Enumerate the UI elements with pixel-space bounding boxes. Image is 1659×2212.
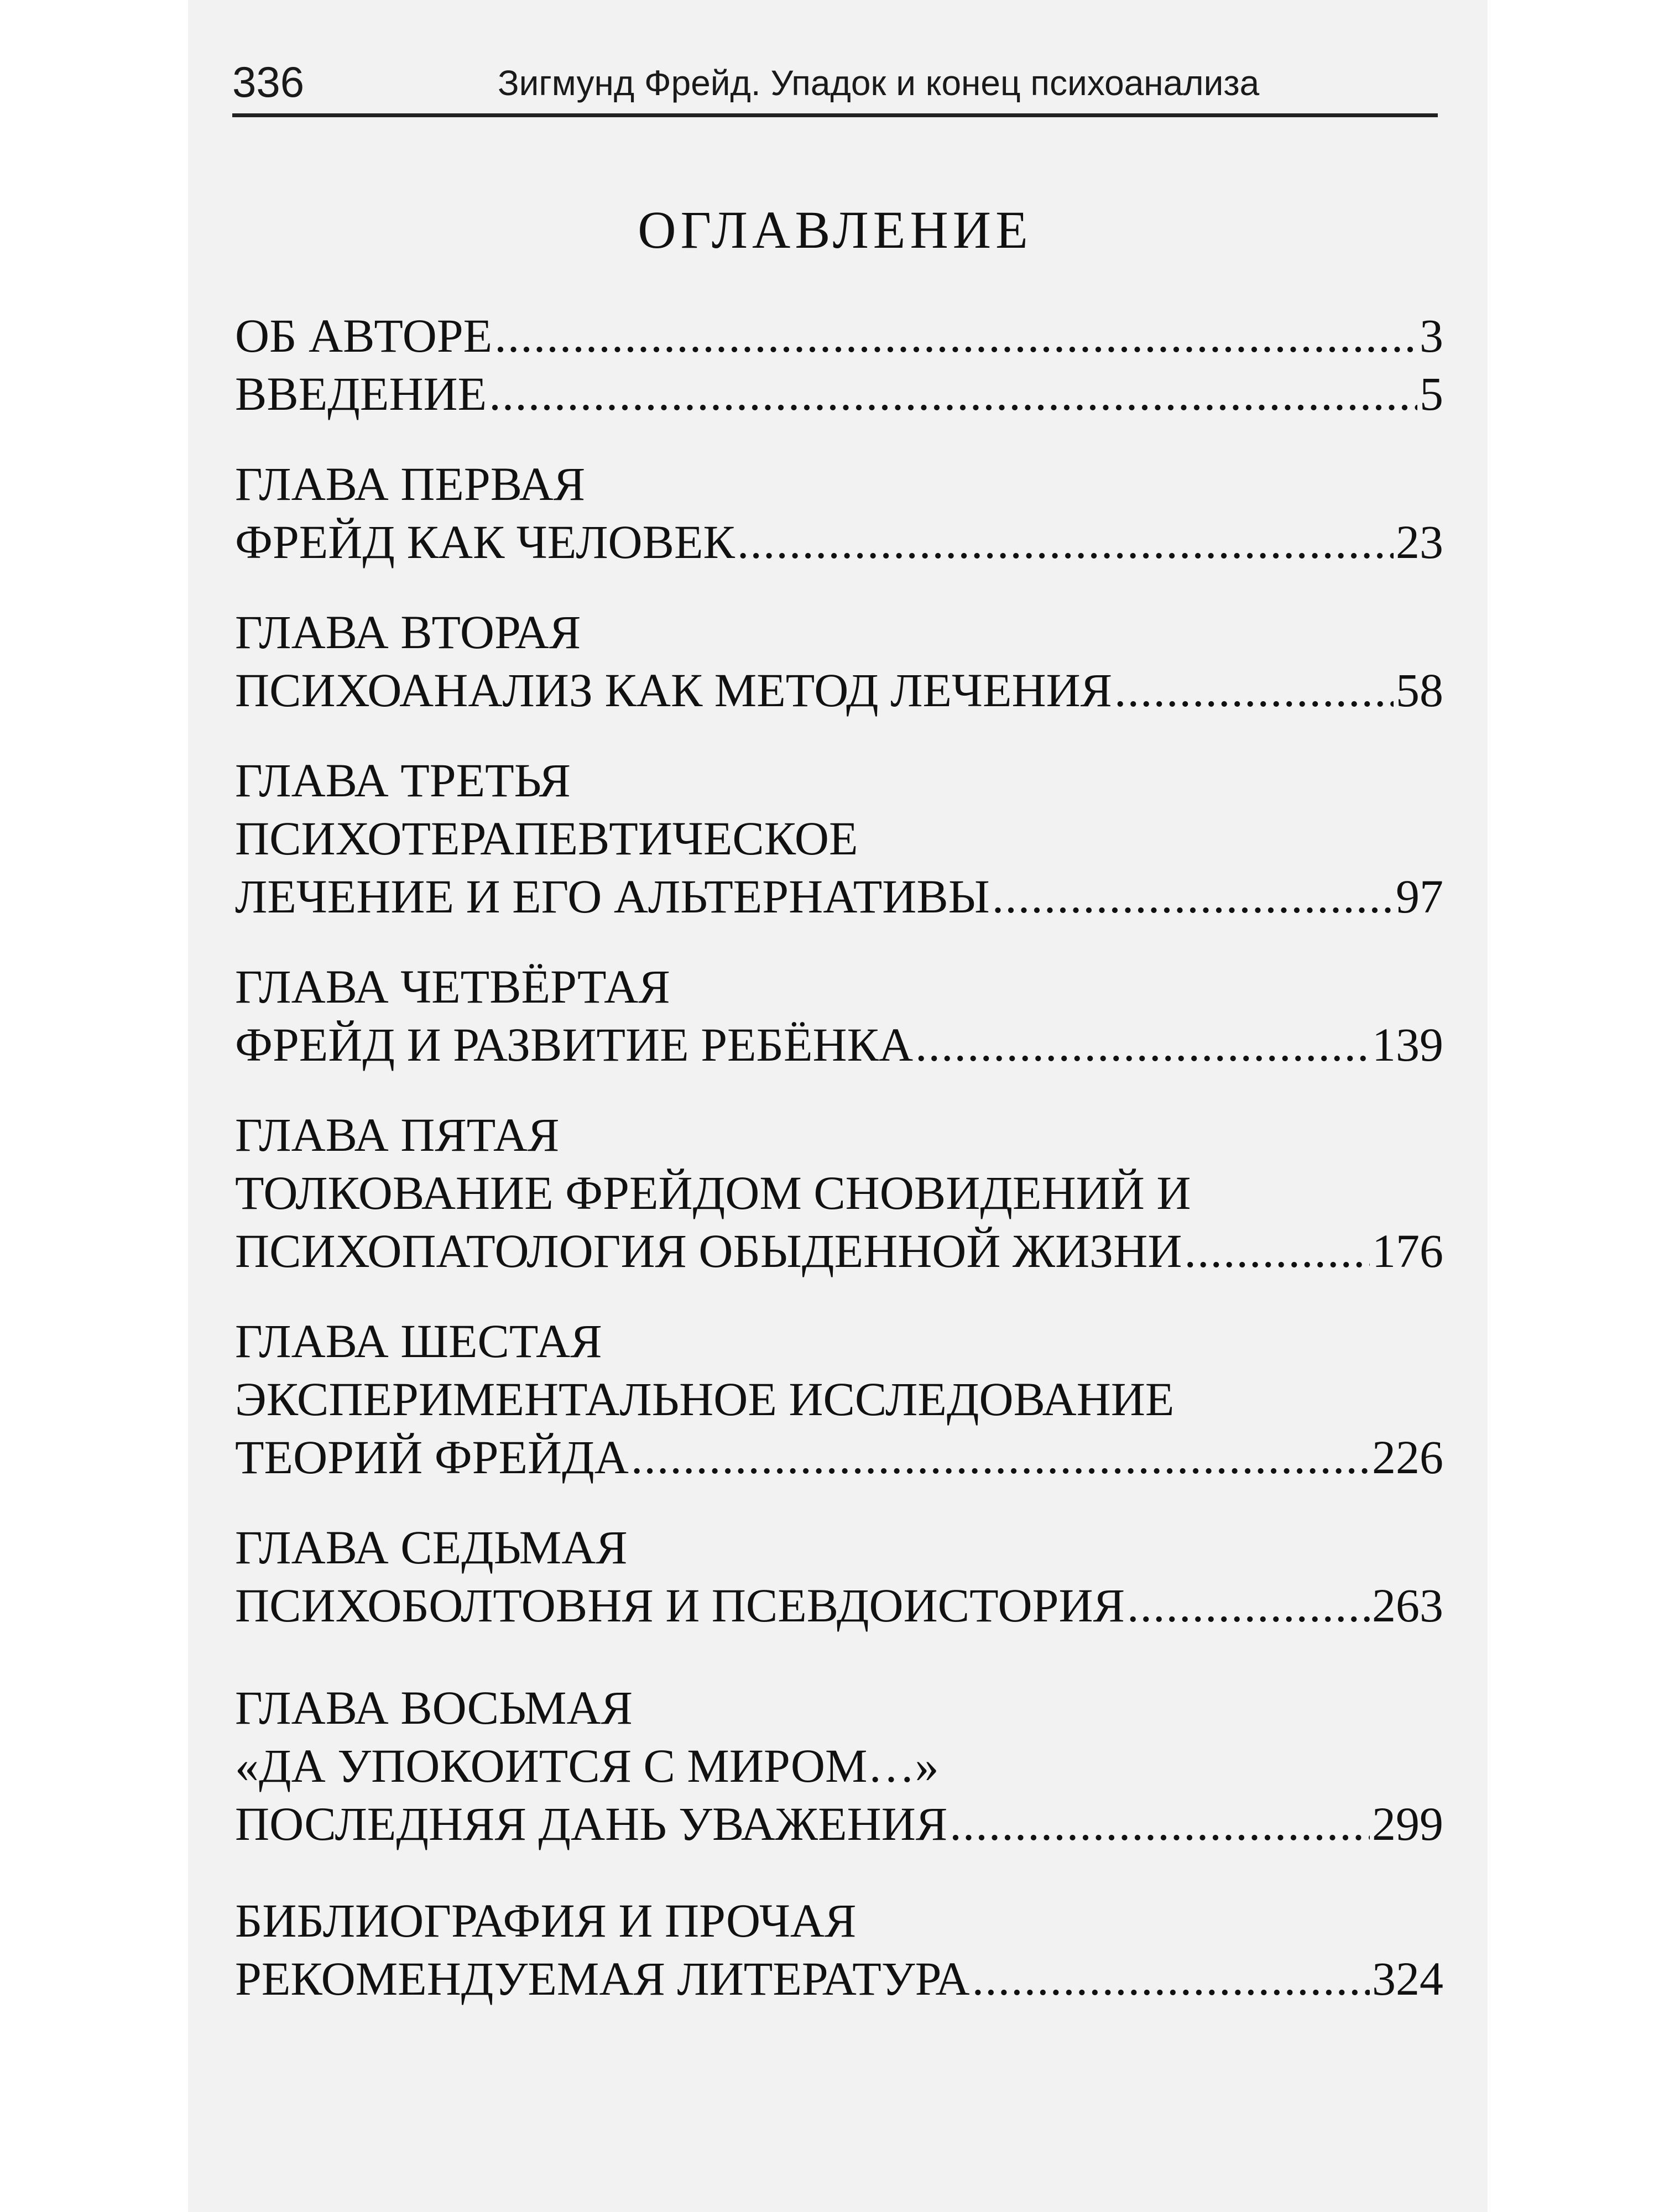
toc-entry-text: ФРЕЙД КАК ЧЕЛОВЕК	[235, 515, 735, 568]
toc-entry-text: ГЛАВА ВОСЬМАЯ	[235, 1681, 633, 1734]
toc-entry-text: ПСИХОБОЛТОВНЯ И ПСЕВДОИСТОРИЯ	[235, 1579, 1125, 1632]
toc-entry-text: ПСИХОАНАЛИЗ КАК МЕТОД ЛЕЧЕНИЯ	[235, 664, 1113, 717]
toc-page-number: 3	[1420, 309, 1443, 362]
toc-entry	[235, 1892, 1443, 2008]
dot-leader	[494, 307, 1417, 365]
dot-leader	[1127, 1577, 1370, 1635]
toc-page-number: 176	[1372, 1224, 1443, 1277]
dot-leader	[950, 1795, 1370, 1853]
toc-entry	[235, 307, 1443, 365]
toc-entry	[235, 958, 1443, 1074]
toc-entry-text: БИБЛИОГРАФИЯ И ПРОЧАЯ	[235, 1894, 857, 1947]
toc-entry-text: ОБ АВТОРЕ	[235, 309, 493, 362]
toc-entry-title-line	[235, 868, 1443, 926]
toc-entry-text: «ДА УПОКОИТСЯ С МИРОМ…»	[235, 1739, 939, 1792]
toc-page-number: 263	[1372, 1579, 1443, 1632]
toc-entry-title-line	[235, 1950, 1443, 2008]
toc-entry	[235, 1519, 1443, 1635]
toc-entry-text: ВВЕДЕНИЕ	[235, 367, 487, 420]
toc-entry-title-line	[235, 513, 1443, 571]
toc-page-number: 23	[1396, 515, 1443, 568]
toc-entry-text: ФРЕЙД И РАЗВИТИЕ РЕБЁНКА	[235, 1018, 914, 1071]
toc-page-number: 97	[1396, 870, 1443, 923]
toc-page-number: 226	[1372, 1431, 1443, 1484]
toc-entry-text: ПСИХОПАТОЛОГИЯ ОБЫДЕННОЙ ЖИЗНИ	[235, 1224, 1182, 1277]
toc-chapter-heading	[235, 1519, 1443, 1577]
toc-entry-text: ГЛАВА ПЯТАЯ	[235, 1108, 560, 1161]
book-page	[188, 0, 1488, 2212]
toc-chapter-heading	[235, 1164, 1443, 1222]
toc-chapter-heading	[235, 958, 1443, 1016]
toc-entry-title-line	[235, 307, 1443, 365]
toc-chapter-heading	[235, 1312, 1443, 1370]
running-title: Зигмунд Фрейд. Упадок и конец психоанализа	[498, 63, 1260, 103]
toc-page-number: 324	[1372, 1952, 1443, 2005]
dot-leader	[972, 1950, 1370, 2008]
toc-entry-text: ПСИХОТЕРАПЕВТИЧЕСКОЕ	[235, 812, 858, 865]
toc-entry-text: ЛЕЧЕНИЕ И ЕГО АЛЬТЕРНАТИВЫ	[235, 870, 990, 923]
toc-chapter-heading	[235, 603, 1443, 661]
toc-entry-title-line	[235, 661, 1443, 719]
dot-leader	[737, 513, 1394, 571]
toc-entry	[235, 752, 1443, 926]
toc-chapter-heading	[235, 1370, 1443, 1428]
dot-leader	[489, 365, 1417, 423]
toc-page-number: 58	[1396, 664, 1443, 717]
toc-chapter-heading	[235, 752, 1443, 810]
dot-leader	[1184, 1222, 1370, 1280]
toc-entry-title-line	[235, 365, 1443, 423]
toc-entry-title-line	[235, 1016, 1443, 1074]
toc-entry-text: ГЛАВА ПЕРВАЯ	[235, 457, 586, 510]
dot-leader	[631, 1428, 1370, 1486]
toc-entry	[235, 603, 1443, 719]
toc-entry	[235, 455, 1443, 571]
toc-entry-text: ПОСЛЕДНЯЯ ДАНЬ УВАЖЕНИЯ	[235, 1797, 948, 1850]
toc-entry	[235, 1312, 1443, 1486]
toc-entry	[235, 1106, 1443, 1280]
toc-chapter-heading	[235, 1679, 1443, 1737]
toc-chapter-heading	[235, 1106, 1443, 1164]
toc-chapter-heading	[235, 1892, 1443, 1950]
toc-chapter-heading	[235, 1737, 1443, 1795]
toc-page-number: 299	[1372, 1797, 1443, 1850]
toc-entry-title-line	[235, 1222, 1443, 1280]
toc-entry	[235, 1679, 1443, 1853]
toc-entry-title-line	[235, 1577, 1443, 1635]
table-of-contents	[235, 307, 1443, 2008]
toc-entry-text: ГЛАВА ВТОРАЯ	[235, 606, 581, 659]
toc-entry-text: ТЕОРИЙ ФРЕЙДА	[235, 1431, 629, 1484]
toc-entry-text: ТОЛКОВАНИЕ ФРЕЙДОМ СНОВИДЕНИЙ И	[235, 1166, 1191, 1219]
dot-leader	[1114, 661, 1394, 719]
toc-page-number: 139	[1372, 1018, 1443, 1071]
toc-entry	[235, 365, 1443, 423]
toc-entry-text: ГЛАВА ШЕСТАЯ	[235, 1314, 602, 1368]
toc-entry-title-line	[235, 1428, 1443, 1486]
dot-leader	[992, 868, 1394, 926]
toc-entry-text: ЭКСПЕРИМЕНТАЛЬНОЕ ИССЛЕДОВАНИЕ	[235, 1373, 1175, 1426]
page-header	[232, 53, 1438, 117]
toc-entry-text: ГЛАВА СЕДЬМАЯ	[235, 1521, 628, 1574]
toc-chapter-heading	[235, 455, 1443, 513]
toc-chapter-heading	[235, 810, 1443, 868]
toc-entry-title-line	[235, 1795, 1443, 1853]
toc-entry-text: ГЛАВА ТРЕТЬЯ	[235, 754, 571, 807]
dot-leader	[915, 1016, 1370, 1074]
toc-title: ОГЛАВЛЕНИЕ	[638, 200, 1032, 259]
page-number: 336	[232, 58, 305, 106]
toc-entry-text: ГЛАВА ЧЕТВЁРТАЯ	[235, 960, 670, 1013]
toc-entry-text: РЕКОМЕНДУЕМАЯ ЛИТЕРАТУРА	[235, 1952, 970, 2005]
toc-page-number: 5	[1420, 367, 1443, 420]
